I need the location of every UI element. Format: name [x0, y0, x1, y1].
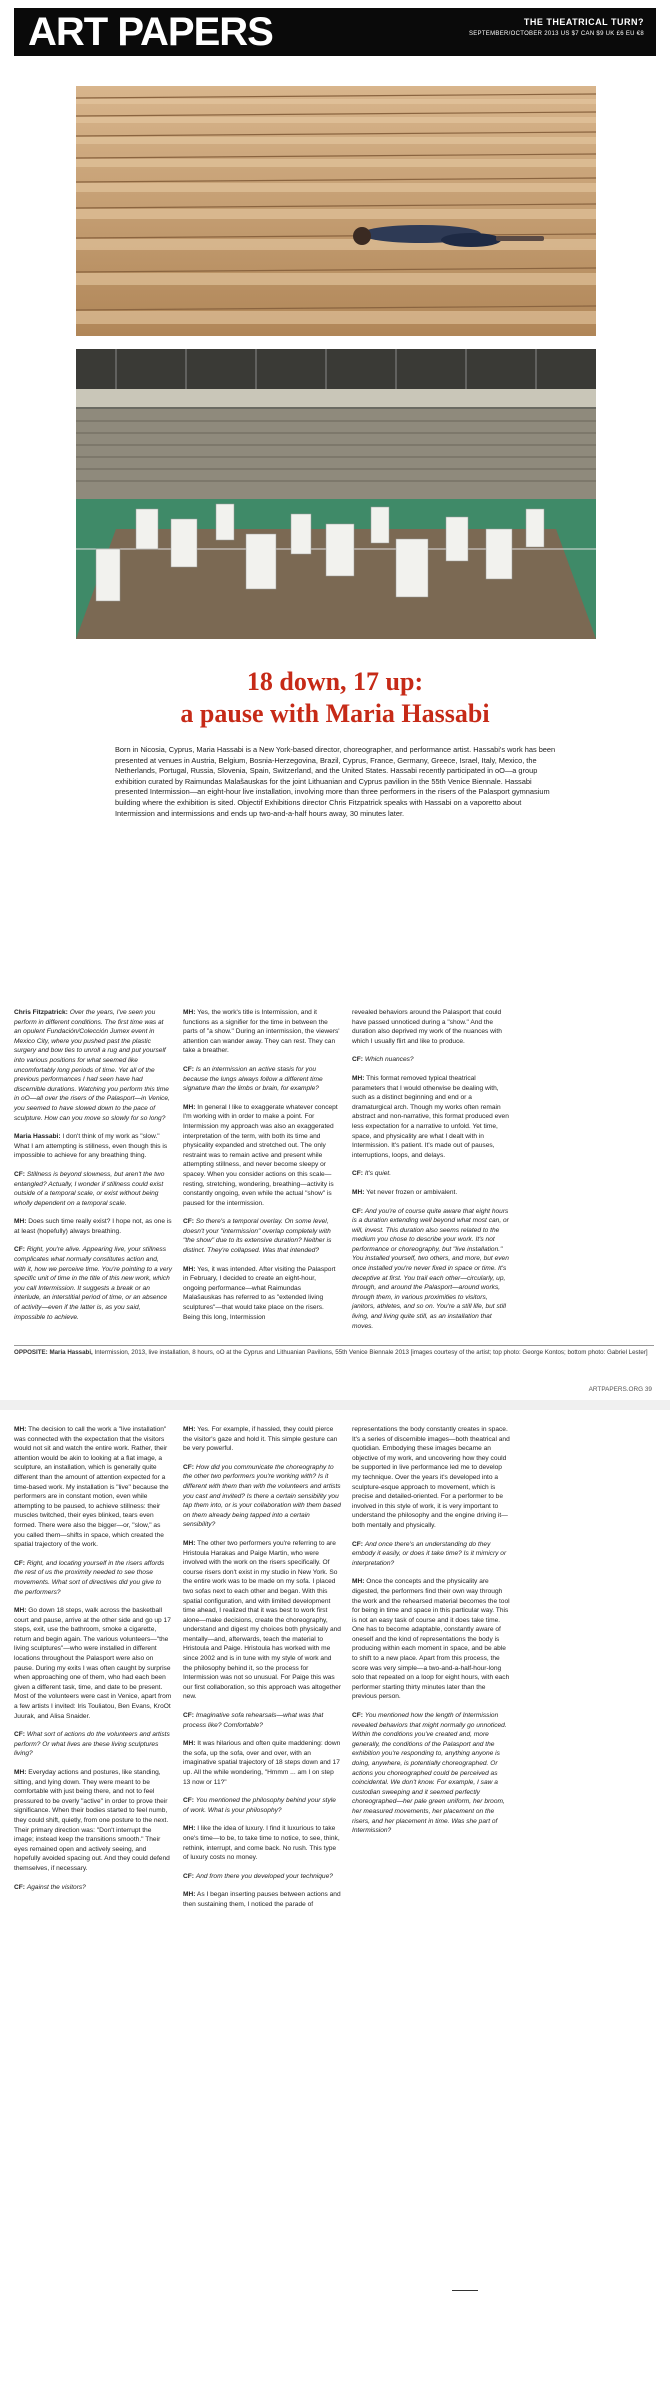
interview-paragraph — [14, 1559, 172, 1597]
page1-column-3 — [352, 1008, 510, 1340]
speaker-label: MH: — [14, 1218, 27, 1226]
paragraph-text: Over the years, I've seen you perform in different conditions. The first time was at an opulent Fundación/Colección Jumex event in Mexico City, where you pushed past the plastic surgery and bow ties to unroll a rug and put yourself into various positions for what seemed like uncomfortably long periods of time. Yet all of the previous performances I had seen have had discernible durations. Watching you perform this time in oO—all over the risers of the Palasport—in Venice, you seemed to have slowed down to the pace of sculpture. How can you move so slowly for so long? — [14, 1009, 170, 1122]
magazine-logo: ART PAPERS — [28, 10, 273, 54]
paragraph-text: Right, you're alive. Appearing live, your stillness complicates what normally constitutes action and, with it, how we perceive time. You're pointing to a very specific unit of time in the title of this new work, which you call Intermission. It suggests a break or an interlude, an interstitial period of time, or an absence of activity—even if the latter is, as you said, impossible to achieve. — [14, 1246, 173, 1321]
page1-column-1 — [14, 1008, 172, 1331]
interview-paragraph — [14, 1217, 172, 1236]
paragraph-text: Everyday actions and postures, like standing, sitting, and lying down. They were meant to be comfortable with just being there, and not to feel pressured to be overly "active" in order to prove their significance. When their bodies started to feel numb, they could shift, quietly, from one posture to the next. Their primary direction was: "Don't interrupt the image; instead keep the transitions smooth." Their eyes remained open and actively seeing, and hopefully avoided spacing out. And they could defend themselves, if necessary. — [14, 1769, 170, 1872]
photo-risers-performer — [76, 86, 596, 336]
paragraph-text: It was hilarious and often quite maddening: down the sofa, up the sofa, over and over, with an imaginative spatial trajectory of 18 steps down and 17 up. All the while wondering, "Hmmm ... am I on step 13 now or 11?" — [183, 1740, 341, 1786]
speaker-label: CF: — [183, 1872, 194, 1880]
interview-paragraph — [352, 1008, 510, 1046]
interview-paragraph — [183, 1539, 341, 1702]
interview-paragraph — [14, 1883, 172, 1893]
interview-paragraph — [352, 1207, 510, 1332]
interview-paragraph — [352, 1577, 510, 1702]
page2-column-2 — [183, 1425, 341, 1919]
interview-paragraph — [352, 1055, 510, 1065]
interview-paragraph — [352, 1425, 510, 1531]
speaker-label: MH: — [352, 1578, 365, 1586]
issue-info: SEPTEMBER/OCTOBER 2013 US $7 CAN $9 UK £6 EU €8 — [468, 31, 644, 37]
article-title-line1: 18 down, 17 up: — [246, 667, 424, 696]
speaker-label: MH: — [183, 1103, 196, 1111]
paragraph-text: Yes. For example, if hassled, they could pierce the visitor's gaze and hold it. This simple gesture can be very powerful. — [183, 1426, 338, 1453]
interview-paragraph — [183, 1872, 341, 1882]
speaker-label: MH: — [183, 1426, 196, 1433]
speaker-label: CF: — [14, 1883, 25, 1891]
paragraph-text: Does such time really exist? I hope not, as one is at least (hopefully) always breathing. — [14, 1218, 172, 1235]
paragraph-text: Which nuances? — [364, 1056, 414, 1064]
caption-name: Maria Hassabi, — [49, 1349, 93, 1356]
speaker-label: MH: — [183, 1265, 196, 1273]
caption-text: Intermission, 2013, live installation, 8 hours, oO at the Cyprus and Lithuanian Pavilions, 55th Venice Biennale 2013 [images courtesy of the artist; top photo: George Kontos; bottom photo: Gabriel Lester] — [94, 1349, 648, 1356]
speaker-label: MH: — [352, 1188, 365, 1196]
paragraph-text: Yet never frozen or ambivalent. — [366, 1188, 458, 1196]
paragraph-text: Against the visitors? — [26, 1883, 86, 1891]
interview-paragraph — [14, 1606, 172, 1721]
paragraph-text: Yes, it was intended. After visiting the Palasport in February, I decided to create an eight-hour, ongoing performance—what Raimundas Malašauskas has referred to as "extended living sculptures"—that would take place on the risers. Being this long, Intermission — [183, 1265, 336, 1321]
interview-paragraph — [183, 1103, 341, 1209]
paragraph-text: Stillness is beyond slowness, but aren't the two entangled? Actually, I wonder if stillness could exist outside of a temporal scale, or exist without being wholly dependent on a temporal scale. — [14, 1170, 165, 1207]
speaker-label: MH: — [183, 1825, 196, 1833]
interview-paragraph — [183, 1711, 341, 1730]
photo-caption — [14, 1345, 654, 1358]
paragraph-text: I don't think of my work as "slow." What I am attempting is stillness, even though this is impossible to achieve for any breathing thing. — [14, 1133, 168, 1160]
speaker-label: CF: — [183, 1797, 194, 1805]
speaker-label: MH: — [14, 1607, 27, 1615]
interview-paragraph — [183, 1796, 341, 1815]
interview-paragraph — [14, 1008, 172, 1123]
speaker-label: CF: — [352, 1207, 363, 1215]
paragraph-text: revealed behaviors around the Palasport that could have passed unnoticed during a "show." And the duration also deprived my work of the nuances with which I usually flirt and like to produce. — [352, 1009, 502, 1045]
speaker-label: MH: — [183, 1539, 196, 1547]
interview-paragraph — [183, 1008, 341, 1056]
interview-paragraph — [14, 1730, 172, 1759]
paragraph-text: You mentioned the philosophy behind your style of work. What is your philosophy? — [183, 1797, 336, 1814]
paragraph-text: So there's a temporal overlay. On some level, doesn't your "intermission" overlap completely with "the show" due to its extensive duration? Neither is distinct. They're collapsed. Was that intended? — [183, 1218, 332, 1255]
speaker-label: CF: — [14, 1559, 25, 1567]
speaker-label: CF: — [352, 1056, 363, 1064]
photo-palasport-gym — [76, 349, 596, 639]
speaker-label: CF: — [14, 1170, 25, 1178]
paragraph-text: I like the idea of luxury. I find it luxurious to take one's time—to be, to take time to notice, to see, think, rethink, interrupt, and come back. No rush. This type of luxury costs no money. — [183, 1825, 340, 1862]
speaker-label: CF: — [183, 1712, 194, 1720]
interview-paragraph — [14, 1132, 172, 1161]
interview-paragraph — [352, 1074, 510, 1160]
interview-paragraph — [352, 1540, 510, 1569]
interview-paragraph — [183, 1739, 341, 1787]
interview-paragraph — [183, 1463, 341, 1530]
paragraph-text: And once there's an understanding do they embody it easily, or does it take time? Is it mimicry or interpretation? — [352, 1540, 507, 1567]
speaker-label: MH: — [14, 1769, 27, 1776]
paragraph-text: And from there you developed your technique? — [195, 1872, 333, 1880]
issue-banner — [469, 17, 644, 37]
page1-column-2 — [183, 1008, 341, 1331]
paragraph-text: What sort of actions do the volunteers and artists perform? Or what lives are these living sculptures living? — [14, 1731, 170, 1758]
interview-paragraph — [14, 1425, 172, 1550]
caption-label: OPPOSITE: — [14, 1349, 48, 1356]
paragraph-text: It's quiet. — [364, 1170, 392, 1178]
interview-paragraph — [183, 1890, 341, 1909]
paragraph-text: The decision to call the work a "live installation" was connected with the expectation that the visitors would not sit and watch the entire work. Rather, their attention would be akin to looking at a flat image, a sculpture, an installation, which is generally quite different than the amount of attention expected for a time-based work. My installation is "live" because the performers are in constant motion, even while attempting to be paused, to achieve stillness: their muscles twitched, their eyes blinked, tears even formed. There were also the bigger—or, "slow," as you called them—shifts in space, which created the spatial trajectory of the work. — [14, 1426, 169, 1549]
speaker-label: Chris Fitzpatrick: — [14, 1009, 68, 1016]
paragraph-text: This format removed typical theatrical parameters that I would otherwise be dealing with, such as a distinct beginning and end or a dramaturgical arch. Though my works often remain abstract and non-narrative, this format produced even less expectation for a narrative to unfold. Yet time, space, and physicality are what I dealt with in Intermission. It's patient. It's made out of pauses, interruptions, loops, and delays. — [352, 1074, 509, 1159]
speaker-label: CF: — [183, 1463, 194, 1471]
issue-title: THE THEATRICAL TURN? — [523, 17, 644, 27]
article-title-line2: a pause with Maria Hassabi — [180, 699, 490, 728]
speaker-label: CF: — [14, 1731, 25, 1739]
interview-paragraph — [183, 1217, 341, 1255]
interview-paragraph — [352, 1188, 510, 1198]
speaker-label: MH: — [183, 1009, 196, 1016]
paragraph-text: Once the concepts and the physicality are digested, the performers find their own way through the work and the rehearsed material becomes the tool for being in time and space in this particular way. This is not an easy task of course and it does take time. One has to become adaptable, constantly aware of oneself and the kind of representations the body is producing within each moment in space, and be able to shift to a new place. Apart from this process, the score was very simple—a two-and-a-half-hour-long solo that repeated on a loop for eight hours, with each performer starting thirty minutes later than the previous person. — [352, 1578, 510, 1701]
speaker-label: CF: — [352, 1540, 363, 1548]
speaker-label: MH: — [183, 1891, 196, 1899]
speaker-label: CF: — [352, 1170, 363, 1178]
paragraph-text: The other two performers you're referring to are Hristoula Harakas and Paige Martin, who were involved with the work on the risers specifically. Of course risers don't exist in my studio in New York. So the entire work was to be made on my sofa. I placed two sofas next to each other and began. With this spatial configuration, and with limited development time ahead, I realized that it was best to work first alone—make decisions, create the choreography, understand and digest my choices both physically and mentally—and, afterwards, teach the material to Hristoula and Paige. Hristoula has worked with me since 2002 and is in tune with my style of work and the philosophy behind it, so the process for Intermission was not so unusual. For Paige this was our first collaboration, so this approach was altogether new. — [183, 1539, 341, 1701]
paragraph-text: In general I like to exaggerate whatever concept I'm working with in order to make a point. For Intermission my approach was also an exaggerated interpretation of the term, with both its time and physicality expanded and stretched out. The only restraint was to remain active and present while attempting stillness, and never become sleepy or spacey. When you consider actions on this scale—resting, stretching, wondering, breathing—activity is constantly ongoing, even while the actual "show" is paused for the intermission. — [183, 1103, 338, 1207]
interview-paragraph — [183, 1065, 341, 1094]
gym-illustration — [76, 349, 596, 639]
speaker-label: CF: — [183, 1218, 194, 1226]
interview-paragraph — [183, 1265, 341, 1323]
speaker-label: Maria Hassabi: — [14, 1133, 61, 1141]
interview-paragraph — [14, 1245, 172, 1322]
article-intro: Born in Nicosia, Cyprus, Maria Hassabi is a New York-based director, choreographer, and performance artist. Hassabi's work has been presented at venues in Austria, Belgium, Bosnia-Herzegovina, Brazil, Cyprus, France, Germany, Greece, Israel, Italy, Mexico, the Netherlands, Portugal, Russia, Slovenia, Spain, Switzerland, and the United States. Hassabi recently participated in oO—a group exhibition curated by Raimundas Malašauskas for the joint Lithuanian and Cyprus pavilion in the 55th Venice Biennale. Hassabi presented Intermission—an eight-hour live installation, involving more than three performers in the risers of the Palasport gymnasium building where the exhibition is sited. Objectif Exhibitions director Chris Fitzpatrick speaks with Hassabi on a vaporetto about Intermission and intermissions and ends up two-and-a-half hours away, 30 minutes later. — [115, 745, 556, 818]
interview-paragraph — [14, 1768, 172, 1874]
paragraph-text: You mentioned how the length of Intermission revealed behaviors that might normally go unnoticed. Within the conditions you've created and, more generally, the conditions of the Palasport and the exhibition you're responding to, anything anyone is doing, anywhere, is potentially choreographed. Or actions you choreographed could be perceived as coincidental. We don't know. For example, I saw a custodian sweeping and it seemed perfectly choreographed—her pale green uniform, her broom, her measured movements, her placement on the risers, and her placement in time. Was she part of Intermission? — [352, 1712, 507, 1835]
masthead — [14, 8, 656, 56]
paragraph-text: Right, and locating yourself in the risers affords the rest of us the proximity needed to see those movements. What sort of directives did you give to the performers? — [14, 1559, 165, 1596]
article-title — [0, 666, 670, 730]
page-folio: ARTPAPERS.ORG 39 — [588, 1386, 652, 1393]
speaker-label: MH: — [352, 1074, 365, 1082]
paragraph-text: How did you communicate the choreography to the other two performers you're working with? Is it different with them than with the volunteers and artists you cast and invited? Is there a certain sensibility you tap them into, or is your collaboration with them based on them already being tapped into a certain sensibility? — [183, 1463, 341, 1529]
interview-paragraph — [14, 1170, 172, 1208]
risers-illustration — [76, 86, 596, 336]
interview-paragraph — [352, 1711, 510, 1836]
speaker-label: CF: — [352, 1712, 363, 1720]
interview-paragraph — [183, 1425, 341, 1454]
interview-paragraph — [183, 1824, 341, 1862]
speaker-label: MH: — [183, 1740, 196, 1748]
page2-column-3 — [352, 1425, 510, 1845]
speaker-label: CF: — [183, 1065, 194, 1073]
paragraph-text: Yes, the work's title is Intermission, and it functions as a signifier for the time in between the parts of "a show." During an intermission, the viewers' attention can wander away. They can rest. They can take a breather. — [183, 1009, 340, 1055]
paragraph-text: Is an intermission an active stasis for you because the lungs always follow a different time signature than the limbs or brain, for example? — [183, 1065, 323, 1093]
paragraph-text: As I began inserting pauses between actions and then sustaining them, I noticed the parade of — [183, 1891, 341, 1908]
page-divider — [0, 1400, 670, 1410]
speaker-label: MH: — [14, 1426, 27, 1433]
paragraph-text: Imaginative sofa rehearsals—what was that process like? Comfortable? — [183, 1712, 324, 1729]
paragraph-text: representations the body constantly creates in space. It's a series of discernible images—both theatrical and quotidian. Embodying these images became an objective of my work, and uncovering how they could be supported in live performance led me to develop my technique. Over the years it's developed into a sculpture-esque approach to movement, which is precise and detailed-oriented. For a performer to be involved in this style of work, it is very important to understand the philosophy and the engine driving it—both mentally and physically. — [352, 1426, 510, 1529]
paragraph-text: And you're of course quite aware that eight hours is a duration extending well beyond what most can, or will, invest. This duration also seems related to the medium you chose to describe your work. It's not performance or choreography, but "live installation." You installed yourself, two others, and more, but even once installed you're never fixed in space or time. It's deceptive at first. You trail each other—circularly, up, through, and around the Palasport—around works, through them, in various proximities to visitors, janitors, athletes, and so on. You're a still life, but still living, and living quite still, as an installation that moves. — [352, 1207, 509, 1330]
speaker-label: CF: — [14, 1246, 25, 1254]
interview-paragraph — [352, 1169, 510, 1179]
paragraph-text: Go down 18 steps, walk across the basketball court and pause, arrive at the other side and go up 17 steps, exit, use the bathroom, smoke a cigarette, return and begin again. The various volunteers—"the living sculptures"—who were installed in different locations throughout the Palasport were also on pause. During my exits I was often caught by surprise when approaching one of them, who had each been given a different task, time, and date to be present. Most of the volunteers were cast in Venice, apart from a few artists I invited: Iris Touliatou, Ben Evans, KroOt Juurak, and Alisa Snaider. — [14, 1607, 172, 1720]
page2-column-1 — [14, 1425, 172, 1901]
end-mark — [452, 2290, 478, 2291]
